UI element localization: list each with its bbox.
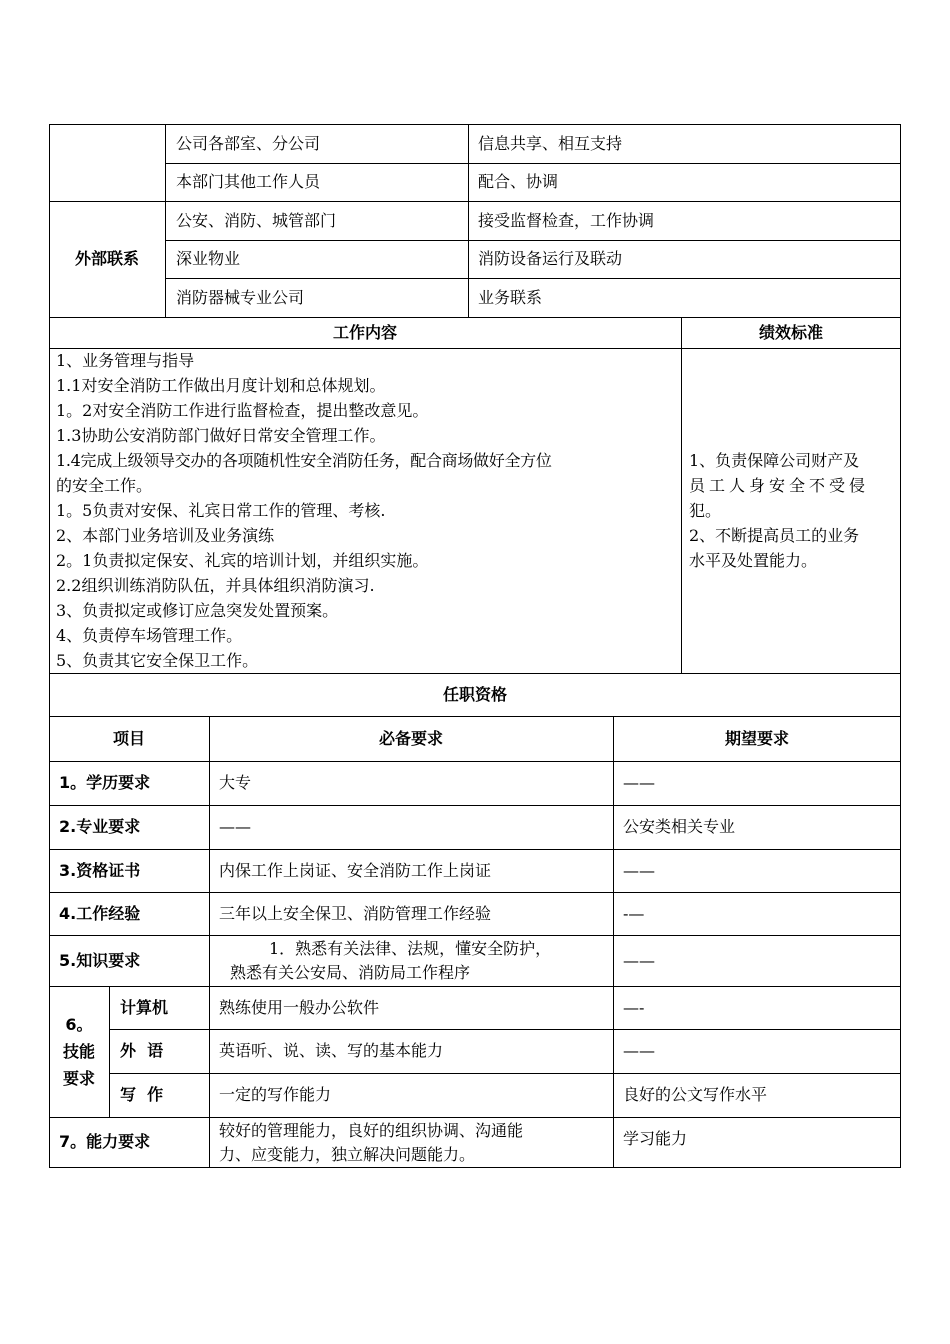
certificate-label: 3.资格证书	[59, 860, 141, 880]
writing-expected: 良好的公文写作水平	[623, 1085, 768, 1104]
ability-label: 7。能力要求	[59, 1132, 151, 1151]
education-expected: ——	[623, 773, 655, 792]
certificate-expected: ——	[623, 860, 655, 880]
internal-purpose-1: 信息共享、相互支持	[478, 133, 623, 153]
work-line: 2。1负责拟定保安、礼宾的培训计划，并组织实施。	[56, 551, 429, 570]
work-line: 4、负责停车场管理工作。	[56, 626, 243, 645]
major-expected: 公安类相关专业	[623, 817, 736, 836]
internal-purpose-2: 配合、协调	[478, 172, 559, 191]
computer-expected: —-	[623, 997, 645, 1017]
standard-line: 2、不断提高员工的业务	[689, 526, 860, 545]
knowledge-label: 5.知识要求	[59, 950, 141, 970]
work-line: 3、负责拟定或修订应急突发处置预案。	[56, 601, 339, 620]
computer-label: 计算机	[120, 997, 169, 1017]
knowledge-line: 熟悉有关公安局、消防局工作程序	[230, 963, 471, 982]
experience-required: 三年以上安全保卫、消防管理工作经验	[219, 903, 492, 923]
ability-line: 力、应变能力，独立解决问题能力。	[219, 1145, 476, 1164]
language-required: 英语听、说、读、写的基本能力	[219, 1041, 444, 1060]
standard-line: 1、负责保障公司财产及	[689, 451, 860, 470]
header-expected: 期望要求	[724, 728, 789, 748]
knowledge-expected: ——	[623, 950, 655, 970]
standard-line: 水平及处置能力。	[689, 551, 818, 570]
external-party-2: 深业物业	[176, 249, 241, 268]
performance-standard-header: 绩效标准	[758, 322, 823, 342]
work-line: 1.3协助公安消防部门做好日常安全管理工作。	[56, 426, 386, 445]
external-party-3: 消防器械专业公司	[176, 287, 305, 307]
external-purpose-1: 接受监督检查，工作协调	[478, 210, 655, 230]
knowledge-line: 1．熟悉有关法律、法规，懂安全防护，	[269, 939, 552, 958]
major-label: 2.专业要求	[59, 817, 141, 836]
writing-label: 写 作	[120, 1085, 164, 1104]
external-purpose-3: 业务联系	[478, 287, 543, 307]
writing-required: 一定的写作能力	[219, 1085, 332, 1104]
header-item: 项目	[112, 728, 145, 748]
standard-line: 犯。	[689, 501, 722, 520]
work-line: 5、负责其它安全保卫工作。	[56, 651, 259, 670]
work-line: 1.4完成上级领导交办的各项随机性安全消防任务，配合商场做好全方位	[56, 451, 552, 470]
work-content-list	[56, 348, 676, 673]
ability-required	[219, 1119, 611, 1167]
work-line: 1.1对安全消防工作做出月度计划和总体规划。	[56, 376, 386, 395]
skills-label-line: 6。	[65, 1015, 93, 1034]
skills-label	[49, 986, 109, 1117]
qualification-title: 任职资格	[442, 684, 507, 704]
header-required: 必备要求	[378, 728, 443, 748]
ability-expected: 学习能力	[623, 1129, 688, 1148]
external-contacts-label: 外部联系	[74, 249, 139, 268]
external-party-1: 公安、消防、城管部门	[176, 210, 337, 230]
experience-label: 4.工作经验	[59, 903, 141, 923]
education-required: 大专	[219, 773, 252, 792]
skills-label-line: 要求	[62, 1069, 95, 1088]
education-label: 1。学历要求	[59, 773, 151, 792]
knowledge-required	[219, 937, 611, 985]
work-line: 2.2组织训练消防队伍，并具体组织消防演习.	[56, 576, 375, 595]
performance-standard-list	[689, 448, 895, 573]
certificate-required: 内保工作上岗证、安全消防工作上岗证	[219, 860, 492, 880]
language-label: 外 语	[120, 1041, 164, 1060]
work-line: 1。5负责对安保、礼宾日常工作的管理、考核.	[56, 501, 386, 520]
ability-line: 较好的管理能力，良好的组织协调、沟通能	[219, 1121, 524, 1140]
work-line: 1。2对安全消防工作进行监督检查，提出整改意见。	[56, 401, 429, 420]
language-expected: ——	[623, 1041, 655, 1060]
work-line: 1、业务管理与指导	[56, 351, 195, 370]
major-required: ——	[219, 817, 251, 836]
work-line: 的安全工作。	[56, 476, 153, 495]
standard-line: 员工人身安全不受侵	[689, 476, 870, 495]
experience-expected: -—	[623, 903, 645, 923]
computer-required: 熟练使用一般办公软件	[219, 997, 380, 1017]
internal-party-1: 公司各部室、分公司	[176, 133, 321, 153]
work-content-header: 工作内容	[332, 322, 397, 342]
skills-label-line: 技能	[62, 1042, 95, 1061]
work-line: 2、本部门业务培训及业务演练	[56, 526, 275, 545]
internal-party-2: 本部门其他工作人员	[176, 172, 321, 191]
external-purpose-2: 消防设备运行及联动	[478, 249, 623, 268]
